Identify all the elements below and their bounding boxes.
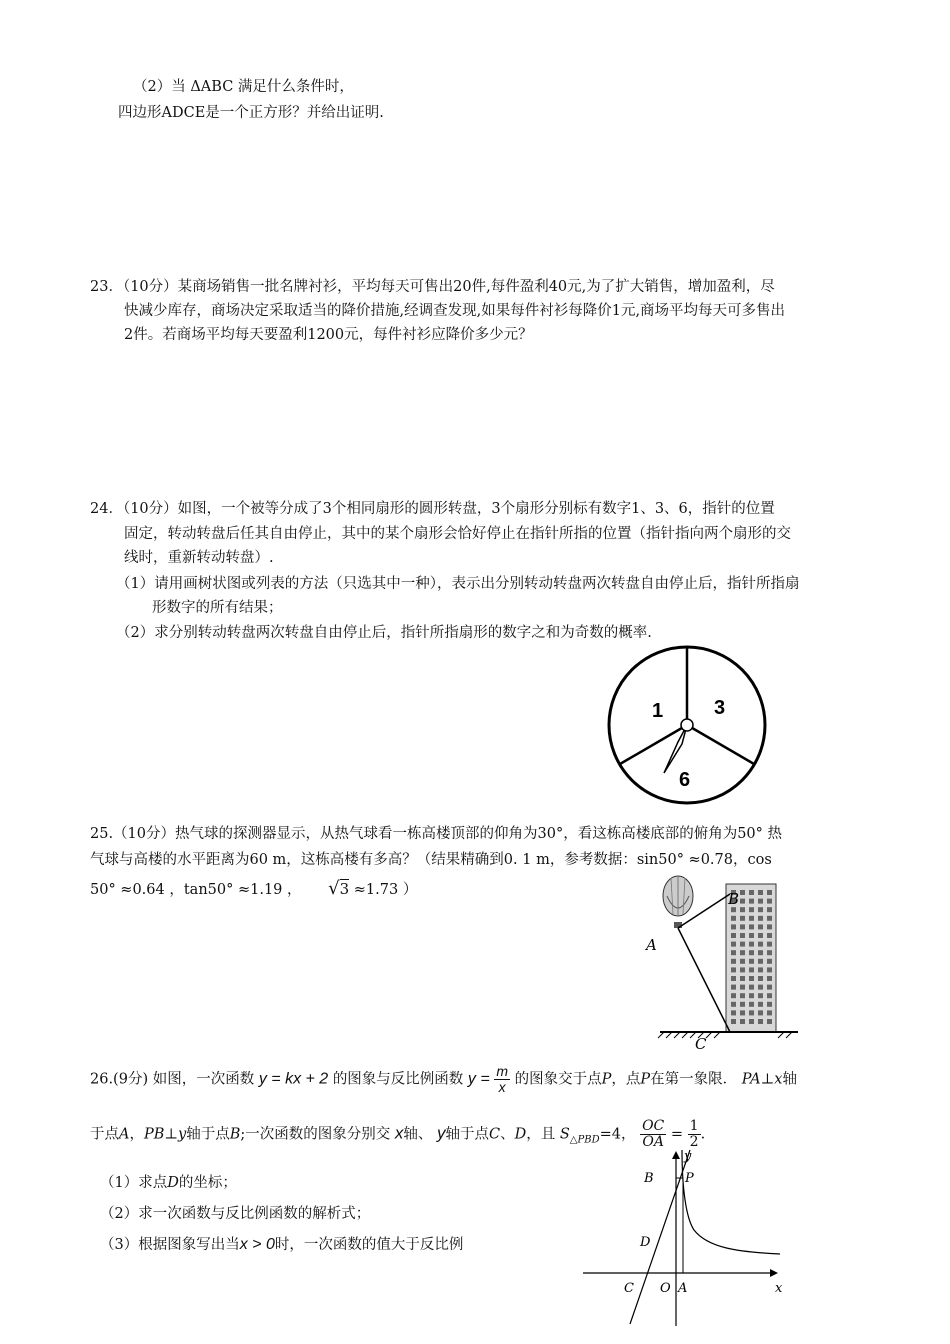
- sqrt-arg: 3: [339, 880, 350, 898]
- building-window: [749, 950, 754, 955]
- graph-label-B: B: [644, 1171, 654, 1186]
- graph-label-A: A: [678, 1281, 688, 1296]
- q25-line2: 气球与高楼的水平距离为60 m，这栋高楼有多高？（结果精确到0. 1 m，参考数据：sin50° ≈0.78，cos: [90, 852, 772, 868]
- point-D-text-2: D: [167, 1175, 179, 1191]
- building-window: [740, 942, 745, 947]
- building-window: [740, 890, 745, 895]
- q26-line2-a: 于点: [90, 1126, 119, 1143]
- point-A-text: A: [119, 1126, 130, 1143]
- building-window: [749, 907, 754, 912]
- balloon-building-diagram: [640, 872, 805, 1053]
- q26-line2-g: ，且: [526, 1126, 556, 1143]
- building-window: [731, 933, 736, 938]
- building-window: [731, 1019, 736, 1024]
- q26-line2-d: ;一次函数的图象分别交: [240, 1126, 391, 1143]
- q26-part3-b: 时，一次函数的值大于反比例: [274, 1237, 464, 1253]
- sep: 、: [500, 1126, 515, 1143]
- building-window: [749, 899, 754, 904]
- point-B-text: B: [229, 1126, 241, 1143]
- graph-label-x: x: [775, 1281, 783, 1296]
- building-window: [749, 942, 754, 947]
- building-window: [740, 967, 745, 972]
- q24-part1-line1: （1）请用画树状图或列表的方法（只选其中一种），表示出分别转动转盘两次转盘自由停止后，指针所指扇: [116, 576, 800, 592]
- half-frac: [688, 1119, 701, 1150]
- q23-line1: 23．（10分）某商场销售一批名牌衬衫，平均每天可售出20件,每件盈利40元,为了扩大销售，增加盈利，尽: [90, 279, 775, 295]
- label-A: A: [646, 936, 657, 954]
- q26-line2-h: =4，: [599, 1126, 636, 1143]
- building-window: [749, 890, 754, 895]
- building-window: [758, 976, 763, 981]
- building-window: [767, 916, 772, 921]
- q25-line3-a: 50° ≈0.64 ，tan50° ≈1.19 ，: [90, 882, 302, 898]
- building-window: [740, 907, 745, 912]
- graph-label-y: y: [684, 1149, 692, 1164]
- building-window: [749, 1010, 754, 1015]
- q26-line1-c: 的图象交于点: [514, 1071, 602, 1088]
- building-window: [749, 1019, 754, 1024]
- building-window: [758, 959, 763, 964]
- building-window: [758, 890, 763, 895]
- q23-line3: 2件。若商场平均每天要盈利1200元，每件衬衫应降价多少元？: [124, 327, 533, 343]
- building-window: [740, 916, 745, 921]
- building-window: [749, 985, 754, 990]
- area-S: S: [559, 1126, 570, 1143]
- building-window: [767, 933, 772, 938]
- building-window: [731, 993, 736, 998]
- building-window: [767, 942, 772, 947]
- building-window: [758, 1002, 763, 1007]
- condition-x-positive: x > 0: [239, 1236, 275, 1253]
- graph-label-C: C: [624, 1281, 634, 1296]
- q26-line1-e: 在第一象限．: [650, 1071, 738, 1088]
- q26-part1-a: （1）求点: [100, 1175, 168, 1191]
- area-S-sub: △PBD: [569, 1134, 600, 1146]
- q26-part1: [100, 1172, 237, 1194]
- q26-line1: [90, 1064, 797, 1095]
- point-D-text: D: [514, 1126, 527, 1143]
- building-window: [740, 950, 745, 955]
- building-window: [731, 985, 736, 990]
- q25-line1: 25.（10分）热气球的探测器显示，从热气球看一栋高楼顶部的仰角为30°，看这栋高楼底部的俯角为50° 热: [90, 826, 783, 842]
- period: .: [700, 1126, 706, 1143]
- building-window: [749, 916, 754, 921]
- q22-part2-line2: 四边形ADCE是一个正方形？并给出证明.: [118, 105, 384, 121]
- building-window: [731, 950, 736, 955]
- building-window: [758, 933, 763, 938]
- building-window: [767, 950, 772, 955]
- inverse-eq-num: m: [496, 1063, 508, 1079]
- label-B: B: [728, 890, 740, 908]
- x-var: x: [394, 1123, 404, 1143]
- q26-line2-c: 轴于点: [186, 1126, 230, 1143]
- q26-part3: [100, 1234, 463, 1256]
- q26-part2: （2）求一次函数与反比例函数的解析式；: [100, 1206, 371, 1222]
- q24-part2: （2）求分别转动转盘两次转盘自由停止后，指针所指扇形的数字之和为奇数的概率.: [116, 625, 652, 641]
- graph-label-O: O: [660, 1281, 671, 1296]
- building-window: [740, 985, 745, 990]
- building-window: [731, 924, 736, 929]
- building-window: [731, 916, 736, 921]
- building-window: [740, 1002, 745, 1007]
- q26-line2-e: 轴、: [403, 1126, 433, 1143]
- building-window: [740, 1010, 745, 1015]
- perp-A: PA⊥x: [741, 1071, 783, 1088]
- building-window: [749, 933, 754, 938]
- building-window: [758, 967, 763, 972]
- building-window: [740, 993, 745, 998]
- equals: =: [670, 1126, 684, 1143]
- building-window: [740, 924, 745, 929]
- building-window: [731, 959, 736, 964]
- building-window: [731, 942, 736, 947]
- frac2-num: 1: [689, 1118, 699, 1134]
- inverse-eq-den: x: [498, 1079, 506, 1095]
- building-window: [767, 985, 772, 990]
- frac2-den: 2: [689, 1134, 699, 1150]
- building-window: [740, 899, 745, 904]
- q26-line1-b: 的图象与反比例函数: [332, 1071, 464, 1088]
- spinner-label-6: 6: [679, 769, 691, 791]
- y-var: y: [437, 1123, 446, 1143]
- q23-line2: 快减少库存，商场决定采取适当的降价措施,经调查发现,如果每件衬衫每降价1元,商场平均每天可多售出: [124, 303, 786, 319]
- graph-label-P: P: [685, 1171, 694, 1186]
- q26-line1-a: 26.(9分) 如图，一次函数: [90, 1071, 255, 1088]
- building-window: [731, 1010, 736, 1015]
- building-window: [758, 1010, 763, 1015]
- building-window: [767, 899, 772, 904]
- q24-line2: 固定，转动转盘后任其自由停止，其中的某个扇形会恰好停止在指针所指的位置（指针指向两个扇形的交: [124, 526, 791, 542]
- building-window: [767, 1002, 772, 1007]
- building-window: [767, 1019, 772, 1024]
- building-window: [767, 924, 772, 929]
- label-C: C: [695, 1035, 707, 1053]
- building-window: [749, 967, 754, 972]
- graph-label-D: D: [640, 1235, 651, 1250]
- q24-part1-line2: 形数字的所有结果；: [152, 600, 283, 616]
- building-window: [740, 933, 745, 938]
- q22-part2-line1: （2）当 ΔABC 满足什么条件时，: [133, 79, 354, 95]
- building-window: [758, 899, 763, 904]
- building-window: [767, 959, 772, 964]
- building-window: [749, 959, 754, 964]
- building-window: [731, 967, 736, 972]
- building-window: [767, 1010, 772, 1015]
- building-window: [767, 907, 772, 912]
- building-window: [758, 985, 763, 990]
- q26-line2: [90, 1119, 705, 1151]
- building-window: [767, 976, 772, 981]
- spinner-diagram: [606, 646, 770, 806]
- inverse-eq-fraction: [494, 1064, 510, 1095]
- inverse-eq-lhs: y =: [467, 1070, 490, 1088]
- building-window: [758, 950, 763, 955]
- spinner-label-1: 1: [652, 700, 664, 722]
- building-window: [740, 959, 745, 964]
- building-window: [758, 916, 763, 921]
- point-P-text: P: [601, 1071, 612, 1088]
- building-window: [731, 976, 736, 981]
- spinner-label-3: 3: [714, 697, 726, 719]
- building-window: [758, 942, 763, 947]
- q26-part1-b: 的坐标；: [178, 1175, 237, 1191]
- frac1-num: OC: [642, 1118, 665, 1134]
- linear-equation: y = kx + 2: [258, 1070, 329, 1088]
- ratio-frac: [640, 1119, 666, 1150]
- perp-B: PB⊥y: [143, 1126, 187, 1143]
- building-window: [740, 976, 745, 981]
- building-window: [749, 1002, 754, 1007]
- q24-line1: 24．（10分）如图，一个被等分成了3个相同扇形的圆形转盘，3个扇形分别标有数字1、3、6，指针的位置: [90, 501, 775, 517]
- q25-line3-b: ≈1.73 ）: [353, 882, 418, 898]
- building-window: [767, 993, 772, 998]
- q24-line3: 线时，重新转动转盘）.: [124, 550, 274, 566]
- building-window: [740, 1019, 745, 1024]
- q26-line1-d: ，点: [611, 1071, 641, 1088]
- function-graph: [578, 1148, 788, 1328]
- sqrt-expression: √3: [328, 878, 350, 899]
- building-window: [767, 890, 772, 895]
- building-window: [758, 907, 763, 912]
- q25-line3: [90, 878, 417, 901]
- building-window: [758, 1019, 763, 1024]
- building-window: [749, 976, 754, 981]
- q26-line2-b: ，: [129, 1126, 144, 1143]
- building-window: [758, 924, 763, 929]
- q26-line2-f: 轴于点: [445, 1126, 489, 1143]
- point-C-text: C: [489, 1126, 501, 1143]
- building-window: [758, 993, 763, 998]
- q26-line1-f: 轴: [782, 1071, 797, 1088]
- building-window: [731, 1002, 736, 1007]
- building-window: [749, 993, 754, 998]
- frac1-den: OA: [642, 1134, 664, 1150]
- q26-part3-a: （3）根据图象写出当: [100, 1237, 240, 1253]
- building-window: [749, 924, 754, 929]
- point-P-text-2: P: [640, 1071, 651, 1088]
- building-window: [767, 967, 772, 972]
